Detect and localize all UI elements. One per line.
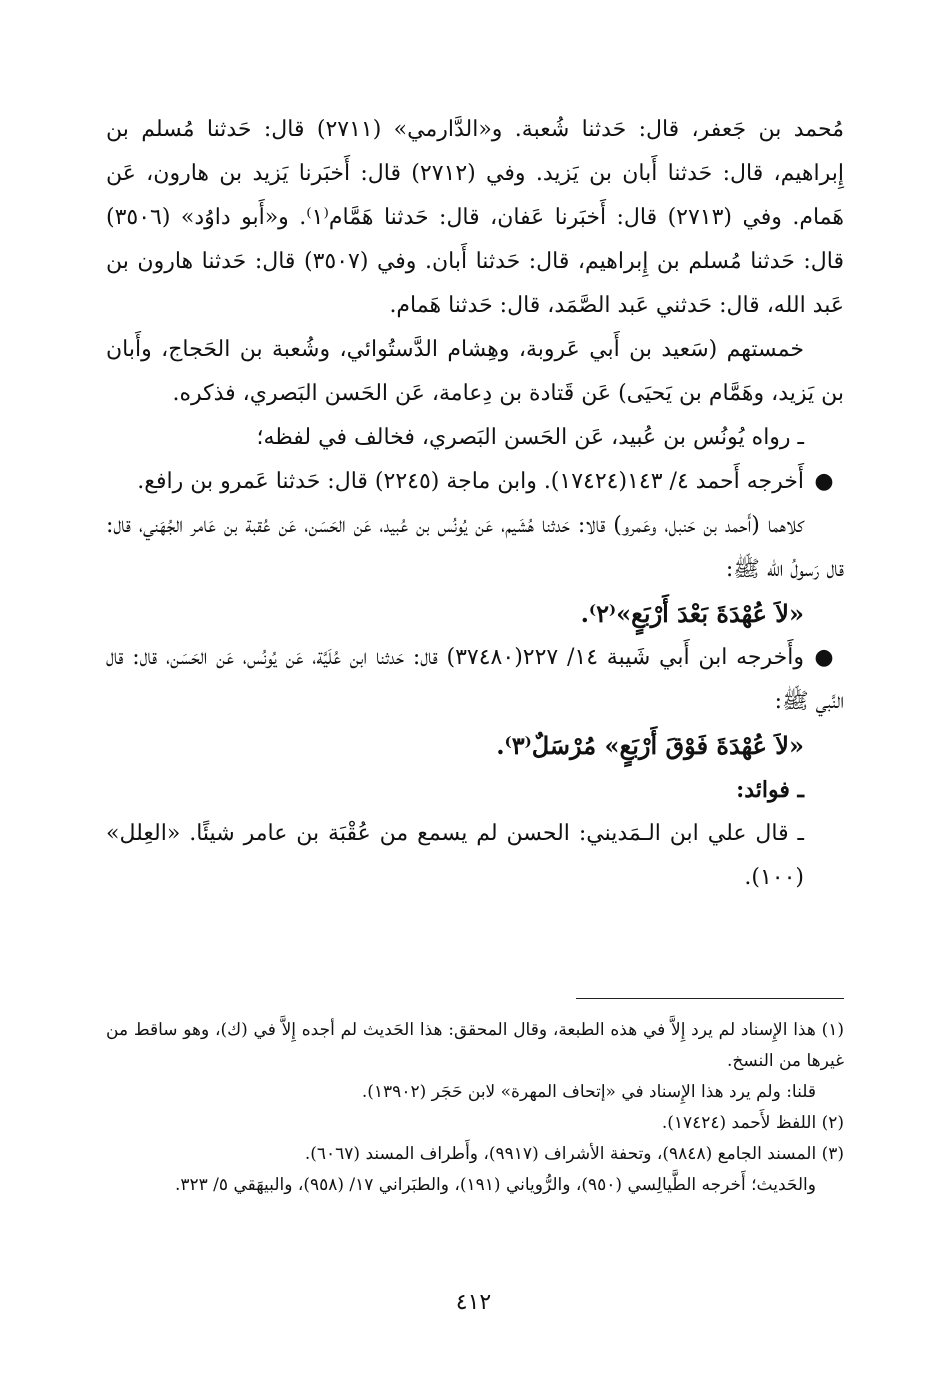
- main-text: [106, 108, 844, 900]
- hadith-text-1: «لاَ عُهْدَةَ بَعْدَ أَرْبَعٍ»⁽٢⁾.: [580, 599, 804, 628]
- bullet-icon: ●: [814, 645, 834, 670]
- bullet-text: وأَخرجه ابن أَبي شَيبة ١٤/ ٢٢٧(٣٧٤٨٠) قال: حَدثنا ابن عُلَيَّة، عَن يُونُس، عَن الحَسَن، قال: قال النَّبي ﷺ:: [106, 645, 844, 714]
- footnote-3-continuation: والحَديث؛ أَخرجه الطَّيالِسي (٩٥٠)، والرُّوياني (١٩١)، والطبَراني ١٧/ (٩٥٨)، والبيهَقي ٥/ ٣٢٣.: [174, 1175, 816, 1195]
- bullet-icon: ●: [814, 469, 834, 494]
- paragraph-five-narrators: خمستهم (سَعيد بن أَبي عَروبة، وهِشام الدَّستُوائي، وشُعبة بن الحَجاج، وأَبان بن يَزيد، وهَمَّام بن يَحيَى) عَن قَتادة بن دِعامة، عَن الحَسن البَصري، فذكره.: [106, 337, 844, 406]
- bullet-paragraph-ibn-abi-shayba: [106, 636, 844, 724]
- page-number: ٤١٢: [455, 1290, 492, 1315]
- bullet-paragraph-ahmad: [106, 460, 844, 504]
- hadith-text-2: «لاَ عُهْدَةَ فَوْقَ أَرْبَعٍ» مُرْسَلٌ⁽٣⁾.: [496, 731, 804, 760]
- footnote-divider: [576, 998, 844, 999]
- paragraph-yunus: ـ رواه يُونُس بن عُبيد، عَن الحَسن البَصري، فخالف في لفظه؛: [256, 425, 804, 450]
- bullet-text: أَخرجه أَحمد ٤/ ١٤٣(١٧٤٢٤). وابن ماجة (٢٢٤٥) قال: حَدثنا عَمرو بن رافع.: [137, 469, 804, 494]
- paragraph-isnad: مُحمد بن جَعفر، قال: حَدثنا شُعبة. و«الدَّارمي» (٢٧١١) قال: حَدثنا مُسلم بن إِبراهيم، قال: حَدثنا أَبان بن يَزيد. وفي (٢٧١٢) قال: أَخبَرنا يَزيد بن هارون، عَن هَمام. وفي (٢٧١٣) قال: أَخبَرنا عَفان، قال: حَدثنا هَمَّام⁽١⁾. و«أَبو داوُد» (٣٥٠٦) قال: حَدثنا مُسلم بن إِبراهيم، قال: حَدثنا أَبان. وفي (٣٥٠٧) قال: حَدثنا هارون بن عَبد الله، قال: حَدثني عَبد الصَّمَد، قال: حَدثنا هَمام.: [106, 117, 845, 318]
- paragraph-both: كلاهما (أَحمد بن حَنبل، وعَمرو) قالا: حَدثنا هُشَيم، عَن يُونُس بن عُبيد، عَن الحَسَن، عَن عُقبة بن عَامر الجُهَني، قال: قال رَسولُ الله ﷺ:: [106, 513, 844, 582]
- footnote-2: (٢) اللفظ لأَحمد (١٧٤٢٤).: [661, 1113, 844, 1133]
- section-heading-benefits: ـ فوائد:: [736, 777, 804, 803]
- footnote-3: (٣) المسند الجامع (٩٨٤٨)، وتحفة الأشراف (٩٩١٧)، وأَطراف المسند (٦٠٦٧).: [304, 1144, 844, 1164]
- footnote-1: (١) هذا الإِسناد لم يرد إِلاَّ في هذه الطبعة، وقال المحقق: هذا الحَديث لم أجده إِلاَّ في (ك)، وهو ساقط من غيرها من النسخ.: [106, 1020, 844, 1071]
- paragraph-ibn-madini: ـ قال علي ابن الـمَديني: الحسن لم يسمع من عُقْبَة بن عامر شيئًا. «العِلل» (١٠٠).: [106, 821, 804, 890]
- footnotes: [106, 1015, 844, 1201]
- footnote-1-continuation: قلنا: ولم يرد هذا الإِسناد في «إتحاف المهرة» لابن حَجَر (١٣٩٠٢).: [361, 1082, 816, 1102]
